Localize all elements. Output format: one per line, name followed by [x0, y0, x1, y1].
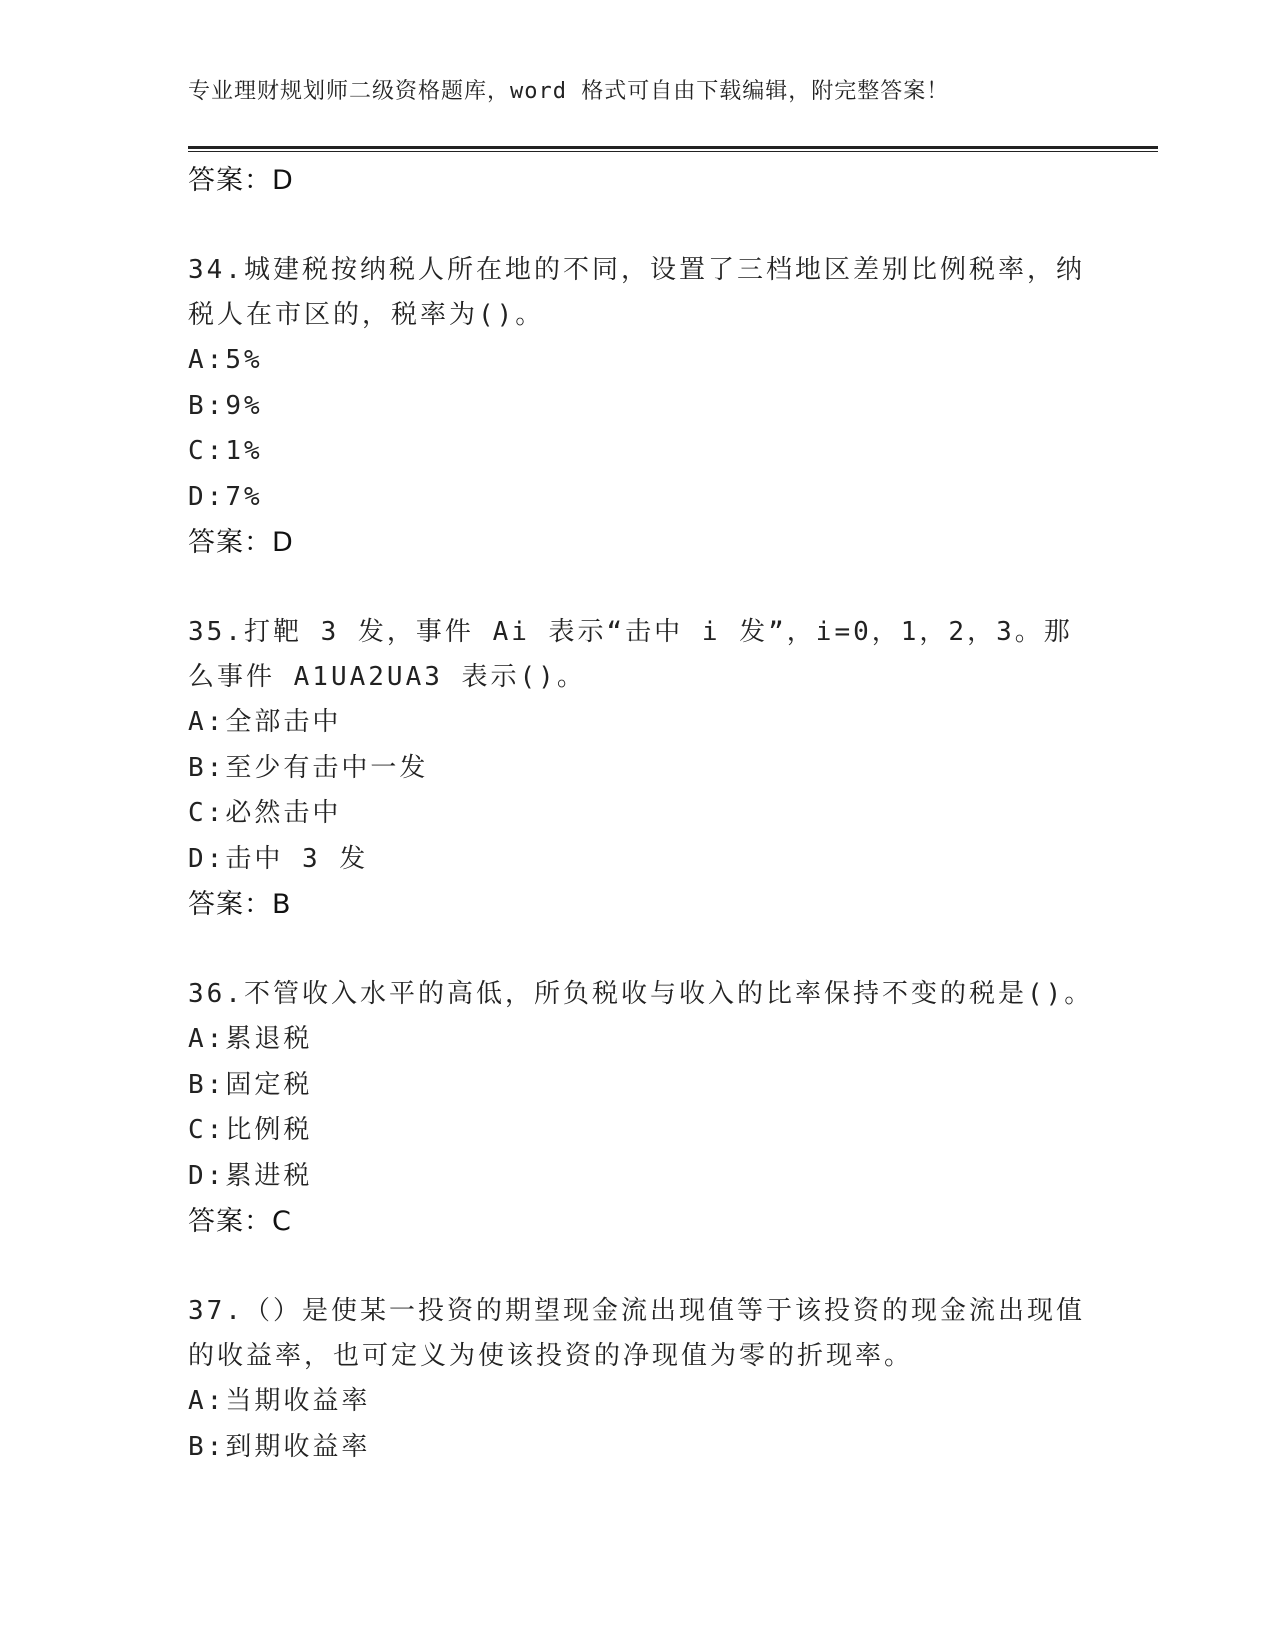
option-text: 累退税 — [225, 1024, 313, 1054]
option-key: B: — [188, 752, 226, 783]
option-b — [188, 384, 1098, 430]
option-a — [188, 1379, 1098, 1425]
question-36 — [188, 972, 1098, 1245]
option-text: 7% — [225, 481, 263, 512]
option-text: 击中 3 发 — [225, 843, 369, 874]
question-stem: 35.打靶 3 发，事件 Ai 表示“击中 i 发”，i=0，1，2，3。那么事件 A1UA2UA3 表示()。 — [188, 617, 1073, 692]
option-key: A: — [188, 1386, 226, 1416]
answer-line: 答案：D — [188, 527, 294, 558]
option-key: B: — [188, 1069, 226, 1100]
option-text: 5% — [225, 345, 263, 375]
option-text: 全部击中 — [225, 707, 342, 737]
option-c — [188, 429, 1098, 475]
option-c — [188, 1108, 1098, 1154]
option-key: B: — [188, 390, 226, 421]
question-list — [188, 158, 1098, 1470]
option-a — [188, 338, 1098, 384]
option-text: 累进税 — [225, 1160, 313, 1191]
option-a — [188, 700, 1098, 746]
question-35 — [188, 610, 1098, 928]
option-d — [188, 837, 1098, 883]
option-text: 必然击中 — [225, 798, 342, 828]
option-key: A: — [188, 1024, 226, 1054]
option-text: 9% — [225, 390, 263, 421]
option-text: 至少有击中一发 — [225, 752, 429, 783]
option-text: 固定税 — [225, 1069, 313, 1100]
option-key: B: — [188, 1431, 226, 1462]
option-key: C: — [188, 798, 226, 828]
option-text: 比例税 — [225, 1115, 313, 1145]
question-34 — [188, 248, 1098, 566]
option-d — [188, 475, 1098, 521]
answer-line: 答案：C — [188, 1206, 292, 1237]
option-key: C: — [188, 1115, 226, 1145]
option-key: A: — [188, 707, 226, 737]
option-a — [188, 1017, 1098, 1063]
answer-line: 答案：B — [188, 889, 292, 920]
question-stem: 36.不管收入水平的高低，所负税收与收入的比率保持不变的税是()。 — [188, 979, 1094, 1009]
header-divider — [188, 146, 1158, 152]
page-header: 专业理财规划师二级资格题库，word 格式可自由下载编辑，附完整答案！ — [188, 79, 950, 104]
option-text: 1% — [225, 436, 263, 466]
answer-line: 答案：D — [188, 165, 294, 196]
option-key: A: — [188, 345, 226, 375]
option-text: 到期收益率 — [225, 1431, 371, 1462]
option-key: D: — [188, 481, 226, 512]
question-stem: 34.城建税按纳税人所在地的不同，设置了三档地区差别比例税率，纳税人在市区的，税率为()。 — [188, 255, 1085, 330]
option-b — [188, 1063, 1098, 1109]
question-stem: 37.（）是使某一投资的期望现金流出现值等于该投资的现金流出现值的收益率，也可定义为使该投资的净现值为零的折现率。 — [188, 1296, 1085, 1371]
option-d — [188, 1154, 1098, 1200]
option-b — [188, 1425, 1098, 1471]
question-37 — [188, 1289, 1098, 1470]
option-key: C: — [188, 436, 226, 466]
option-key: D: — [188, 843, 226, 874]
option-text: 当期收益率 — [225, 1386, 371, 1416]
option-key: D: — [188, 1160, 226, 1191]
option-b — [188, 746, 1098, 792]
option-c — [188, 791, 1098, 837]
